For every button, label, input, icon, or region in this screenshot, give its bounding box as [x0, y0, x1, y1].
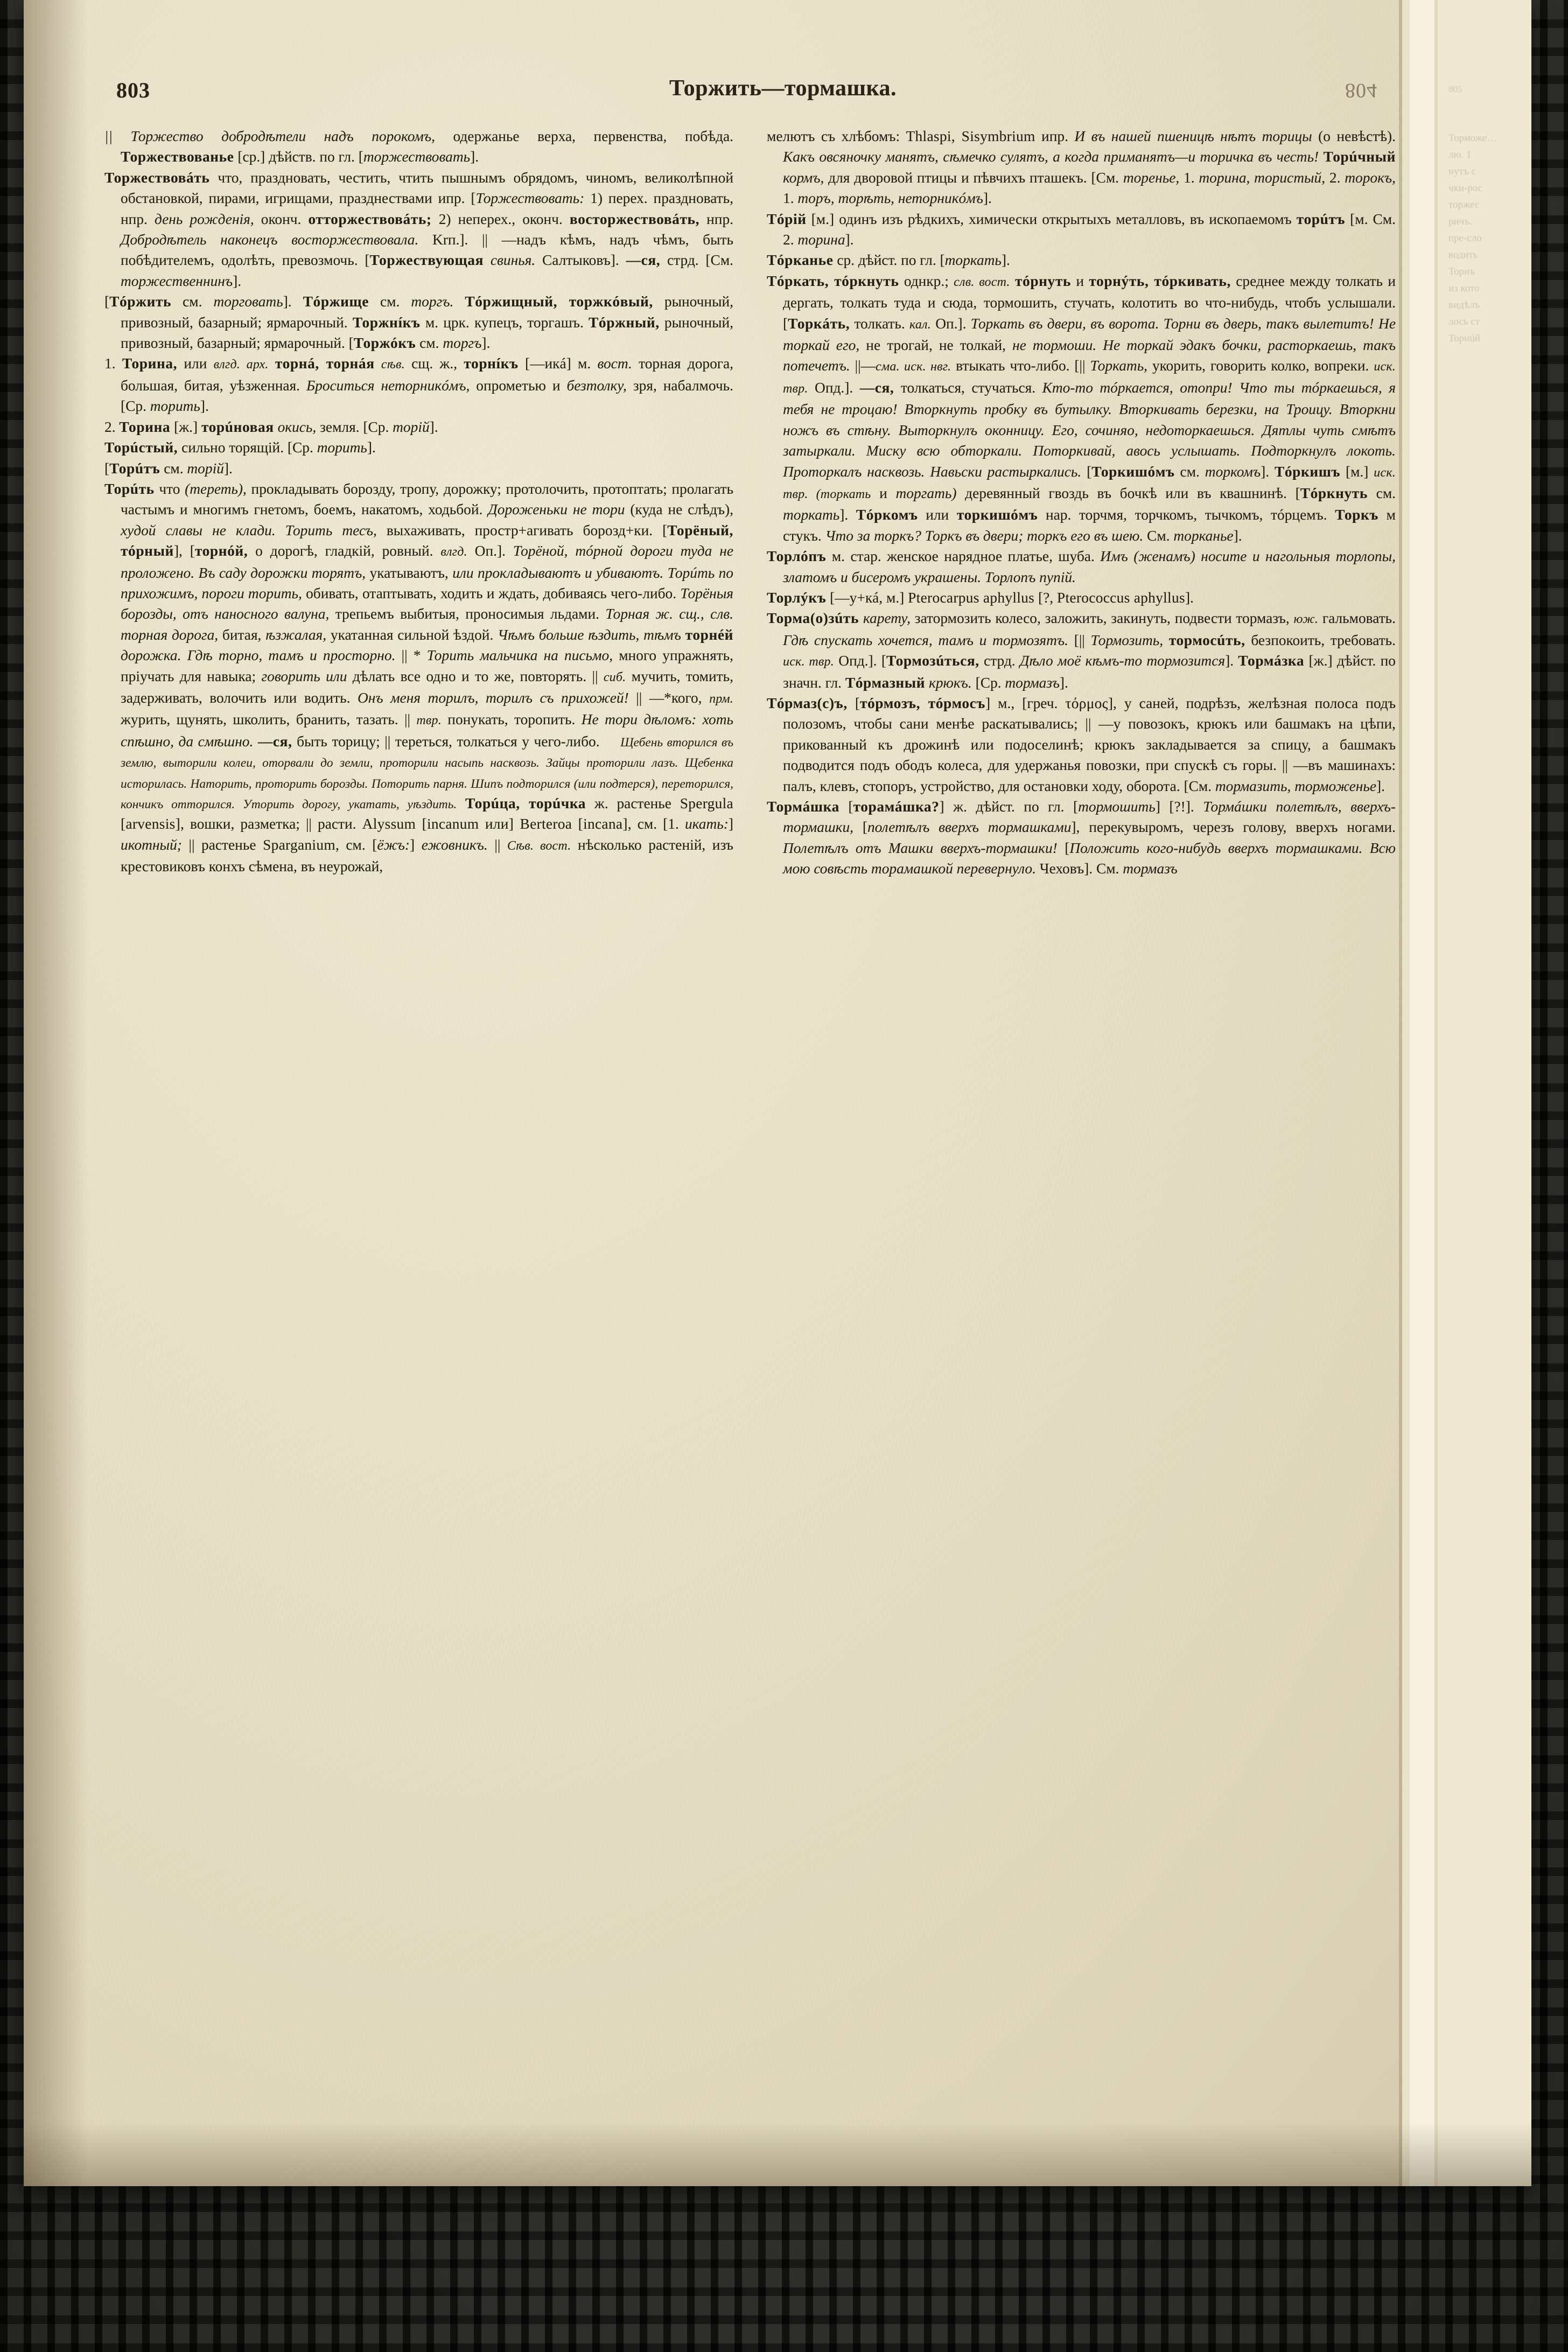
dictionary-entry: Тóрканье ср. дѣйст. по гл. [торкать]. — [767, 252, 1010, 269]
running-title: Торжить—тормашка. — [669, 76, 897, 101]
adjacent-ghost-line: Торможе… — [1448, 132, 1497, 144]
dictionary-entry: Торжествовáть что, праздновать, честить, чтить пышнымъ обрядомъ, чиномъ, великолѣпной обстановкой, пирами, игрищами, празднествами ипр. [Торжествовать: 1) перех. праздновать, нпр. день рожденія, оконч. отторжествовáть; 2) неперех., оконч. восторжествовáть, нпр. Добродѣтель наконецъ восторжествовала. Krп.]. || —надъ кѣмъ, надъ чѣмъ, быть побѣдителемъ, одолѣть, превозмочь. [Торжествующая свинья. Салтыковъ]. —ся, стрд. [См. торжественнинъ]. — [104, 169, 733, 289]
folio-right: 804 — [1345, 79, 1377, 102]
dictionary-entry: [Тóржить см. торговать]. Тóржище см. торгъ. Тóржищный, торжкóвый, рыночный, привозный, базарный; ярмарочный. Торжнíкъ м. црк. купецъ, торгашъ. Тóржный, рыночный, привозный, базарный; ярмарочный. [Торжóкъ см. торгъ]. — [104, 293, 733, 352]
dictionary-entry: [Торúтъ см. торій]. — [104, 460, 233, 477]
running-head — [104, 65, 1397, 114]
adjacent-ghost-line: водить — [1448, 249, 1478, 261]
printed-text-block — [104, 65, 1397, 2100]
dictionary-entry: Торúстый, сильно торящій. [Ср. торить]. — [104, 439, 376, 456]
adjacent-ghost-line: из кото — [1448, 283, 1480, 294]
dictionary-entry: 1. Торина, или влгд. арх. торнá, торнáя сѣв. сщ. ж., торнíкъ [—икá] м. вост. торная дорога, большая, битая, уѣзженная. Броситься неторникóмъ, опрометью и безтолку, зря, набалмочь. [Ср. торить]. — [104, 355, 734, 415]
adjacent-ghost-line: нутъ с — [1448, 166, 1476, 177]
dictionary-entry: Торма(о)зúть карету, затормозить колесо, заложить, закинуть, подвести тормазъ, юж. гальмовать. Гдѣ спускать хочется, тамъ и тормозятъ. [|| Тормозить, тормосúть, безпокоить, требовать. иск. твр. Опд.]. [Тормозúться, стрд. Дѣло моё кѣмъ-то тормозится]. Тормáзка [ж.] дѣйст. по значн. гл. Тóрмазный крюкъ. [Ср. тормазъ]. — [767, 610, 1396, 691]
folio-left: 803 — [116, 78, 150, 102]
page-bottom-shadow — [24, 2122, 1531, 2186]
dictionary-entry: Торúть что (тереть), прокладывать борозду, тропу, дорожку; протолочить, протоптать; пролагать частымъ и многимъ гнетомъ, боемъ, накатомъ, ходьбой. Дороженьки не тори (куда не слѣдъ), худой славы не клади. Торить тесъ, выхаживать, простр+агивать борозд+ки. [Торёный, тóрный], [торнóй, о дорогѣ, гладкій, ровный. влгд. Оп.]. Торёной, тóрной дороги туда не проложено. Въ саду дорожки торятъ, укатываютъ, или прокладываютъ и убиваютъ. Торúть по прихожимъ, пороги торить, обивать, отаптывать, ходить и ждать, добиваясь чего-либо. Торёныя борозды, отъ наносного валуна, трепьемъ выбитыя, проносимыя льдами. Торная ж. сщ., слв. торная дорога, битая, ѣзжалая, укатанная сильной ѣздой. Чѣмъ больше ѣздить, тѣмъ торнéй дорожка. Гдѣ торно, тамъ и просторно. || * Торить мальчика на письмо, много упражнять, пріучать для навыка; говорить или дѣлать все одно и то же, повторять. || сиб. мучить, томить, задерживать, волочить или водить. Онъ меня торилъ, торилъ съ прихожей! || —*кого, прм. журить, щунять, школить, бранить, тазать. || твр. понукать, торопить. Не тори дѣломъ: хоть спѣшно, да смѣшно. —ся, быть торицу; || тереться, толкаться у чего-либо. Щебень вторился въ землю, выторили колеи, оторвали до земли, проторили насыпь насквозь. Зайцы проторили лазъ. Щебенка историлась. Наторить, проторить борозды. Поторить парня. Шипъ подторился (или подтерся), переторился, кончикъ отторился. Уторить дорогу, укатать, уѣздить. Торúца, торúчка ж. растенье Spergula [arvensis], вошки, разметка; || расти. Alyssum [incanum или] Berteroa [incana], см. [1. икать:] икотный; || растенье Sparganium, см. [ёжъ:] ежовникъ. || Сѣв. вост. нѣсколько растеній, изъ крестовиковъ конхъ сѣмена, въ неурожай, — [104, 480, 734, 875]
adjacent-ghost-line: пре-сло — [1448, 233, 1482, 244]
dictionary-entry: мелютъ съ хлѣбомъ: Thlaspi, Sisymbrium ипр. И въ нашей пшеницѣ нѣтъ торицы (о невѣстѣ). Какъ овсяночку манятъ, сѣмечко сулятъ, а когда приманятъ—и торичка въ честь! Торúчный кормъ, для дворовой птицы и пѣвчихъ пташекъ. [См. торенье, 1. торина, тористый, 2. торокъ, 1. торъ, торѣть, неторникóмъ]. — [767, 128, 1396, 207]
dictionary-entry: Тóркать, тóркнуть однкр.; слв. вост. тóрнуть и торнýть, тóркивать, среднее между толкать и дергать, толкать туда и сюда, тормошить, стучать, колотить во что-нибудь, чтобъ услышали. [Торкáть, толкать. кал. Оп.]. Торкать въ двери, въ ворота. Торни въ дверь, такъ вылетитъ! Не торкай его, не трогай, не толкай, не тормоши. Не торкай эдакъ бочки, расторкаешь, такъ потечетъ. ||—сма. иск. нвг. втыкать что-либо. [|| Торкать, укорить, говорить колко, вопреки. иск. твр. Опд.]. —ся, толкаться, стучаться. Кто-то тóркается, отопри! Что ты тóркаешься, я тебя не троцаю! Вторкнуть пробку въ бутылку. Вторкивать березки, на Троицу. Вторкни ножъ въ стѣну. Выторкнулъ оконницу. Его, сочиняо, недоторкаешься. Дятлы чуть смѣтъ затыркали. Миску всю обторкали. Поторкивай, авось услышать. Подторкнулъ локоть. Проторкалъ насквозь. Навьски растыркались. [Торкишóмъ см. торкомъ]. Тóркишъ [м.] иск. твр. (торкать и торгать) деревянный гвоздь въ бочкѣ или въ квашнинѣ. [Тóркнуть см. торкать]. Тóркомъ или торкишóмъ нар. торчмя, торчкомъ, тычкомъ, тóрцемъ. Торкъ м стукъ. Что за торкъ? Торкъ въ двери; торкъ его въ шею. См. торканье]. — [767, 272, 1396, 544]
dictionary-entry: Тормáшка [торамáшка?] ж. дѣйст. по гл. [тормошить] [?!]. Тормáшки полетѣлъ, вверхъ-тормашки, [полетѣлъ вверхъ тормашками], перекувыромъ, черезъ голову, вверхъ ногами. Полетѣлъ отъ Машки вверхъ-тормашки! [Положить кого-нибудь вверхъ тормашками. Всю мою совѣсть торамашкой перевернуло. Чеховъ]. См. тормазъ — [767, 799, 1396, 877]
book-gutter-shadow — [24, 0, 88, 2186]
adjacent-ghost-line: лось ст — [1448, 316, 1480, 327]
adjacent-page-ghost-text — [1448, 0, 1531, 2186]
adjacent-ghost-line: Торнъ — [1448, 266, 1475, 277]
adjacent-ghost-line: чки-рос — [1448, 183, 1483, 194]
adjacent-page-folio: 805 — [1448, 84, 1462, 94]
dictionary-entry: 2. Торина [ж.] торúновая окись, земля. [Ср. торій]. — [104, 418, 438, 435]
dictionary-entry: || Торжество добродѣтели надъ порокомъ, одержанье верха, первенства, побѣда. Торжествованье [ср.] дѣйств. по гл. [торжествовать]. — [104, 128, 733, 165]
adjacent-ghost-line: торжес — [1448, 199, 1480, 211]
adjacent-ghost-line: Торнúй — [1448, 333, 1481, 344]
column-left — [104, 126, 733, 879]
adjacent-page-edge — [1399, 0, 1531, 2186]
dictionary-entry: Тóрій [м.] одинъ изъ рѣдкихъ, химически открытыхъ металловъ, въ ископаемомъ торúтъ [м. См. 2. торина]. — [767, 211, 1396, 248]
dictionary-entry: Тóрмаз(с)ъ, [тóрмозъ, тóрмосъ] м., [греч. τόρμος], у саней, подрѣзъ, желѣзная полоса подъ полозомъ, чтобы сани менѣе раскатывались; || —у повозокъ, крюкъ или башмакъ на цѣпи, прикованный къ дрожинѣ или подоселинѣ; крюкъ закладывается за спицу, а башмакъ подводится подъ ободъ колеса, для удержанья повозки, при спускѣ съ горы. || —въ машинахъ: палъ, клевъ, стопоръ, устройство, для остановки ходу, оборота. [См. тормазить, торможенье]. — [767, 695, 1396, 794]
adjacent-ghost-line: лю. 1 — [1448, 149, 1472, 160]
adjacent-ghost-line: видѣлъ — [1448, 299, 1480, 311]
dictionary-entry: Торлýкъ [—у+кá, м.] Pterocarpus aphyllus [?, Pterococcus aphyllus]. — [767, 589, 1194, 606]
column-right — [767, 126, 1396, 879]
adjacent-ghost-line: ричъ. — [1448, 216, 1472, 227]
book-page-sheet — [24, 0, 1531, 2186]
two-column-layout — [104, 126, 1397, 879]
dictionary-entry: Торлóпъ м. стар. женское нарядное платье, шуба. Имъ (женамъ) носите и нагольныя торлопы, златомъ и бисеромъ украшены. Торлопъ пупій. — [767, 548, 1396, 585]
